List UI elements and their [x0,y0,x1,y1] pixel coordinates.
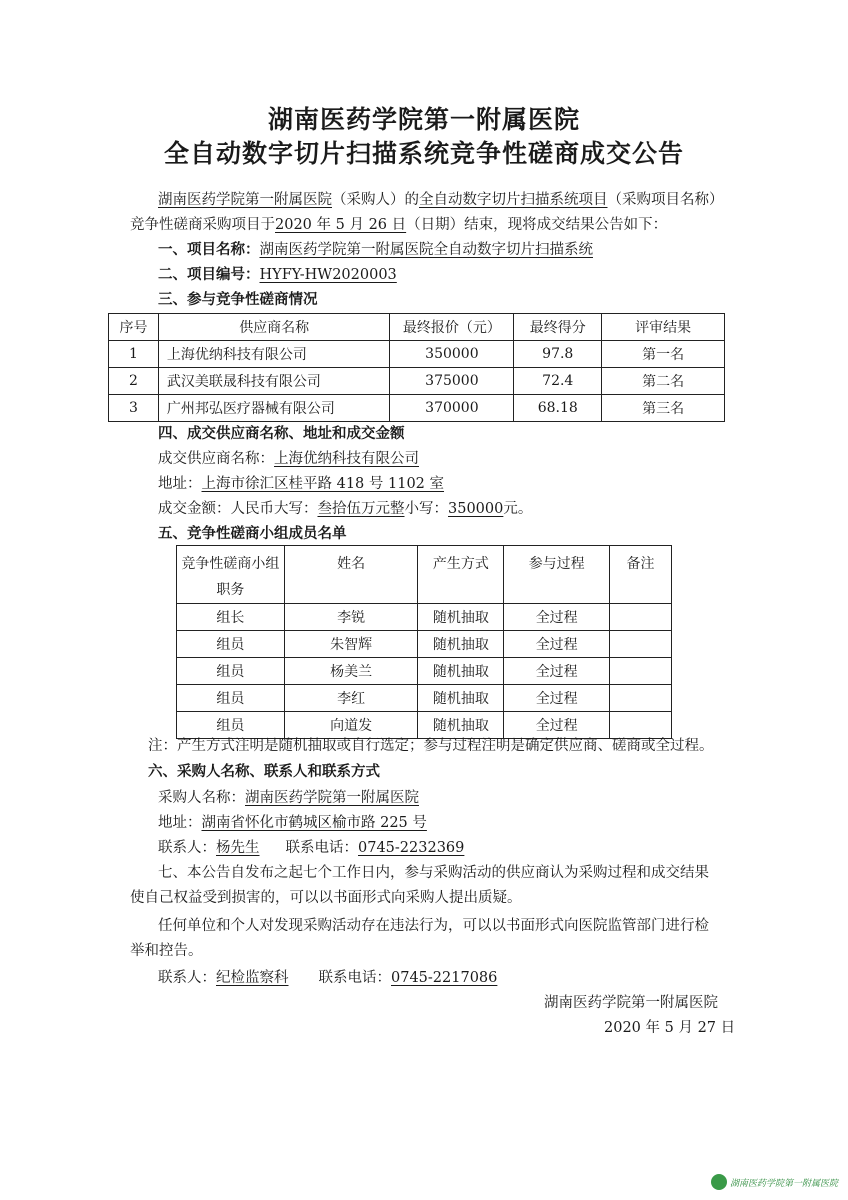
table-cell: 随机抽取 [418,685,504,712]
section4-address-value: 上海市徐汇区桂平路 418 号 1102 室 [201,476,445,492]
intro-line2 [130,215,667,235]
panel-header-cell: 产生方式 [418,546,504,604]
intro-project-note: （采购项目名称） [607,192,724,208]
section2-label: 二、项目编号： [158,266,260,283]
table-cell: 第一名 [602,341,725,368]
section7-line1: 七、本公告自发布之起七个工作日内，参与采购活动的供应商认为采购过程和成交结果 [158,865,709,881]
table-cell [610,631,672,658]
table-cell: 全过程 [504,712,610,739]
table-cell: 全过程 [504,631,610,658]
section6-phone-value: 0745-2232369 [358,840,465,856]
table-cell: 武汉美联晟科技有限公司 [158,368,390,395]
report-line1: 任何单位和个人对发现采购活动存在违法行为，可以以书面形式向医院监管部门进行检 [158,918,709,934]
report-contact [158,968,497,988]
hospital-logo-icon [711,1174,727,1190]
section4-amount-unit: 元。 [503,501,533,517]
section6-purchaser-label: 采购人名称： [158,790,245,806]
table-cell: 随机抽取 [418,712,504,739]
footer-logo-text: 湖南医药学院第一附属医院 [729,1178,838,1189]
report-phone-label: 联系电话： [318,970,391,986]
bidders-header-cell: 最终得分 [514,314,602,341]
table-cell [610,685,672,712]
table-cell: 第二名 [602,368,725,395]
table-cell: 全过程 [504,685,610,712]
bidders-table-header [109,314,725,341]
section6-purchaser [158,788,419,808]
table-cell: 向道发 [284,712,418,739]
footer-logo [711,1174,838,1190]
intro-line2-suffix: （日期）结束，现将成交结果公告如下： [406,217,668,233]
table-cell: 全过程 [504,604,610,631]
section4-address [158,474,444,494]
signature-org: 湖南医药学院第一附属医院 [544,995,718,1011]
section2-value: HYFY-HW2020003 [259,267,397,283]
panel-header-cell: 姓名 [284,546,418,604]
intro-date: 2020 年 5 月 26 日 [275,217,407,233]
table-cell [610,604,672,631]
table-cell: 全过程 [504,658,610,685]
table-cell: 1 [109,341,159,368]
table-cell: 97.8 [514,341,602,368]
section4-amount [158,499,532,519]
section6-address-value: 湖南省怀化市鹤城区榆市路 225 号 [201,815,427,831]
table-cell: 广州邦弘医疗器械有限公司 [158,395,390,422]
panel-header-cell: 参与过程 [504,546,610,604]
table-cell: 随机抽取 [418,658,504,685]
section6-phone-label: 联系电话： [285,840,358,856]
section6-heading: 六、采购人名称、联系人和联系方式 [148,763,380,780]
section6-address [158,813,427,833]
table-cell: 随机抽取 [418,631,504,658]
section5-note: 注：产生方式注明是随机抽取或自行选定；参与过程注明是确定供应商、磋商或全过程。 [148,738,714,754]
table-cell: 第三名 [602,395,725,422]
table-row [177,712,672,739]
table-cell: 组长 [177,604,285,631]
section6-address-label: 地址： [158,815,202,831]
table-cell: 组员 [177,631,285,658]
section4-amount-words: 叁拾伍万元整 [317,501,405,517]
section1-project-name [158,240,593,260]
report-contact-value: 纪检监察科 [216,970,289,986]
intro-purchaser: 湖南医药学院第一附属医院 [158,192,332,208]
table-cell: 3 [109,395,159,422]
panel-members-table [176,545,672,739]
table-cell: 2 [109,368,159,395]
section7-line2: 使自己权益受到损害的，可以以书面形式向采购人提出质疑。 [130,890,522,906]
table-cell: 375000 [390,368,514,395]
table-cell: 350000 [390,341,514,368]
section6-purchaser-value: 湖南医药学院第一附属医院 [245,790,419,806]
table-row [177,685,672,712]
section4-supplier [158,449,419,469]
table-cell: 72.4 [514,368,602,395]
section1-label: 一、项目名称： [158,241,260,258]
panel-header-cell: 备注 [610,546,672,604]
section4-amount-small-label: 小写： [404,501,448,517]
signature-date: 2020 年 5 月 27 日 [604,1020,736,1036]
table-row [177,658,672,685]
table-cell: 朱智辉 [284,631,418,658]
bidders-header-cell: 序号 [109,314,159,341]
bidders-header-cell: 最终报价（元） [390,314,514,341]
table-cell: 组员 [177,658,285,685]
table-cell: 李锐 [284,604,418,631]
table-row [109,341,725,368]
intro-line2-prefix: 竞争性磋商采购项目于 [130,217,275,233]
section4-supplier-label: 成交供应商名称： [158,451,274,467]
table-cell [610,712,672,739]
table-cell: 68.18 [514,395,602,422]
section4-address-label: 地址： [158,476,202,492]
section4-amount-number: 350000 [448,501,504,517]
table-cell: 上海优纳科技有限公司 [158,341,390,368]
table-row [177,631,672,658]
intro-purchaser-note: （采购人）的 [332,192,419,208]
table-cell: 杨美兰 [284,658,418,685]
section6-contact-label: 联系人： [158,840,216,856]
bidders-table [108,313,725,422]
section4-heading: 四、成交供应商名称、地址和成交金额 [158,425,405,442]
section2-project-number [158,265,397,285]
report-contact-label: 联系人： [158,970,216,986]
table-cell: 370000 [390,395,514,422]
table-cell: 组员 [177,712,285,739]
section3-heading: 三、参与竞争性磋商情况 [158,291,318,308]
section4-supplier-value: 上海优纳科技有限公司 [274,451,419,467]
panel-table-header [177,546,672,604]
bidders-header-cell: 供应商名称 [158,314,390,341]
section6-contact [158,838,464,858]
table-cell [610,658,672,685]
table-cell: 组员 [177,685,285,712]
panel-header-cell: 竞争性磋商小组职务 [177,546,285,604]
section5-heading: 五、竞争性磋商小组成员名单 [158,525,347,542]
document-title-line1: 湖南医药学院第一附属医院 [267,105,580,134]
document-title-line2: 全自动数字切片扫描系统竞争性磋商成交公告 [163,139,684,168]
table-row [109,395,725,422]
section1-value: 湖南医药学院第一附属医院全自动数字切片扫描系统 [259,242,593,258]
table-row [109,368,725,395]
section4-amount-label: 成交金额：人民币大写： [158,501,318,517]
table-row [177,604,672,631]
section6-contact-value: 杨先生 [216,840,260,856]
report-line2: 举和控告。 [130,943,203,959]
table-cell: 随机抽取 [418,604,504,631]
intro-project: 全自动数字切片扫描系统项目 [419,192,608,208]
table-cell: 李红 [284,685,418,712]
bidders-header-cell: 评审结果 [602,314,725,341]
report-phone-value: 0745-2217086 [391,970,498,986]
intro-line1 [158,190,724,210]
